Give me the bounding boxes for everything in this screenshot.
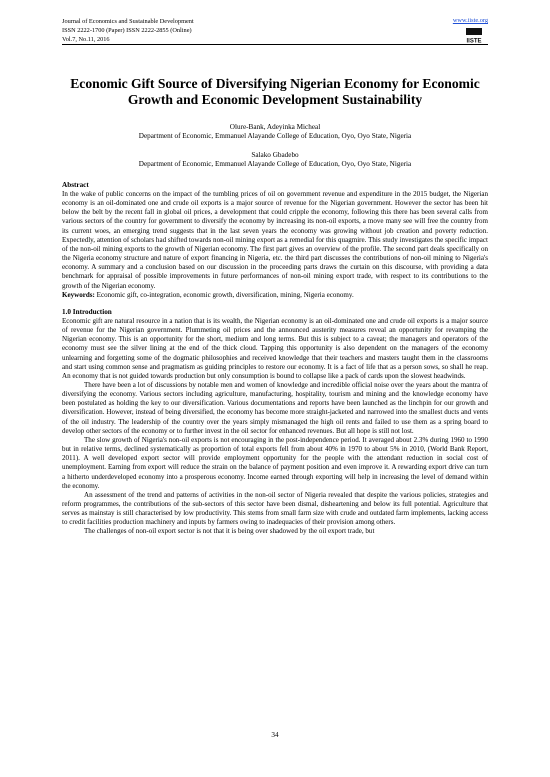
article-title: Economic Gift Source of Diversifying Nigerian Economy for Economic Growth and Economic Development Sustainability (70, 76, 480, 107)
affiliation-2: Department of Economic, Emmanuel Alayande College of Education, Oyo, Oyo State, Nigeria (138, 160, 412, 168)
keywords-label: Keywords: (62, 290, 95, 299)
journal-header (62, 17, 488, 44)
keywords-text: Economic gift, co-integration, economic growth, diversification, mining, Nigeria economy. (96, 290, 354, 299)
journal-name: Journal of Economics and Sustainable Development (62, 18, 194, 25)
author-1: Olure-Bank, Adeyinka Micheal (229, 123, 321, 131)
intro-paragraph-2: There have been a lot of discussions by notable men and women of knowledge and incredible official noise over the years about the mantra of diversifying the economy. Various sectors including agriculture, manufacturing, hospitality, tourism and mining and the knowledge economy have been postulated as holding the key to our diversification. Various documentations and reports have been launched as the linchpin for our growth and diversification. However, instead of being diversified, the economy has become more straight-jacketed and narrowed into the smallest ducts and vents of the oil industry. The leadership of the country over the years simply mismanaged the high oil rents and failed to use them as a spring board to develop other sectors of the economy or to further invest in the oil sector for enhanced revenues. But all hope is still not lost. (62, 380, 488, 435)
intro-paragraph-1: Economic gift are natural resource in a nation that is its wealth, the Nigerian economy is an oil-dominated one and crude oil exports is a major source of revenue for the Nigerian government. Plummeting oil prices and the announced austerity measures reveal an opportunity for revamping the Nigerian economy. This is an opportunity for the short, medium and long terms. But this is subject to a caveat; the managers and operators of the economy must see the silver lining at the end of the thick cloud. Tapping this opportunity is also dependent on the managers of the economy unlearning and forgetting some of the dogmatic philosophies and received knowledge that their teachers and masters taught them in the classrooms and start using common sense and pragmatism as guiding principles to restore our economy. It is a fact of life that as a person sows, so shall he reap. An economy that is not guided towards production but only consumption is bound to collapse like a pack of cards upon the slowest headwinds. (62, 316, 488, 380)
intro-paragraph-3: The slow growth of Nigeria's non-oil exports is not encouraging in the post-independence period. It averaged about 2.3% during 1960 to 1990 but in relative terms, declined systematically as proportion of total exports fell from about 40% in 1970 to about 5% in 2010, (World Bank Report, 2011). A well developed export sector will provide employment opportunity for the people with the attendant reduction in social cost of unemployment. Earning from export will reduce the strain on the balance of payment position and even improve it. A rewarding export drive can turn a hitherto underdeveloped economy into a prosperous economy. Income earned through exporting will help in increasing the level of demand within the economy. (62, 435, 488, 490)
journal-url-link[interactable]: www.iiste.org (452, 17, 488, 24)
iiste-logo (464, 26, 484, 45)
svg-text:IISTE: IISTE (466, 38, 482, 45)
journal-volume: Vol.7, No.11, 2016 (62, 36, 110, 43)
page-number: 34 (271, 731, 279, 739)
article-content (62, 76, 488, 537)
header-rule (62, 44, 488, 45)
abstract-heading: Abstract (62, 181, 89, 189)
keywords-line (62, 291, 488, 300)
affiliation-1: Department of Economic, Emmanuel Alayande College of Education, Oyo, Oyo State, Nigeria (138, 132, 412, 140)
intro-paragraph-4: An assessment of the trend and patterns of activities in the non-oil sector of Nigeria revealed that despite the various policies, strategies and reform programmes, the contributions of the sub-sectors of this sector have been dismal, disheartening and below its full potential. Agriculture that serves as mainstay is still characterised by low productivity. This stems from small farm size with crude and outdated farm implements, lacking access to credit facilities production machinery and inputs by farmers owing to inadequacies of their provision among others. (62, 490, 488, 527)
intro-paragraph-5: The challenges of non-oil export sector is not that it is being over shadowed by the oil export trade, but (84, 527, 375, 536)
abstract-text: In the wake of public concerns on the impact of the tumbling prices of oil on government revenue and expenditure in the 2015 budget, the Nigerian economy is an oil-dominated one and crude oil exports is a major source of revenue for the Nigerian government. However the sector has been hit below the belt by the recent fall in global oil prices, a development that could cripple the economy, following this there has been several calls from various sectors of the country for government to diversify the economy by increasing its non-oil exports, a move many see will free the country from its current woes, an emerging trend suggests that in the last seven years the economy was growing without job creation and poverty reduction. Expectedly, attention of scholars had shifted towards non-oil mining export as a remedial for this quagmire. This study investigates the specific impact of the non-oil mining exports to the growth of Nigerian economy. The first part gives an overview of the profile. The second part deals specifically on the Nigeria economy structure and nature of export financing in Nigeria, etc. the third part discusses the contributions of non-oil mining to Nigeria's economy. A summary and a conclusion based on our discussion in the proceeding parts draws the curtain on this discourse, with providing a data benchmark for appraisal of possible improvements in future performances of non-oil mining export trade, with respect to its contributions to the growth of the Nigerian economy. (62, 190, 488, 290)
introduction-heading: 1.0 Introduction (62, 307, 112, 316)
author-2: Salako Gbadebo (251, 151, 299, 159)
journal-issn: ISSN 2222-1700 (Paper) ISSN 2222-2855 (Online) (62, 27, 192, 34)
